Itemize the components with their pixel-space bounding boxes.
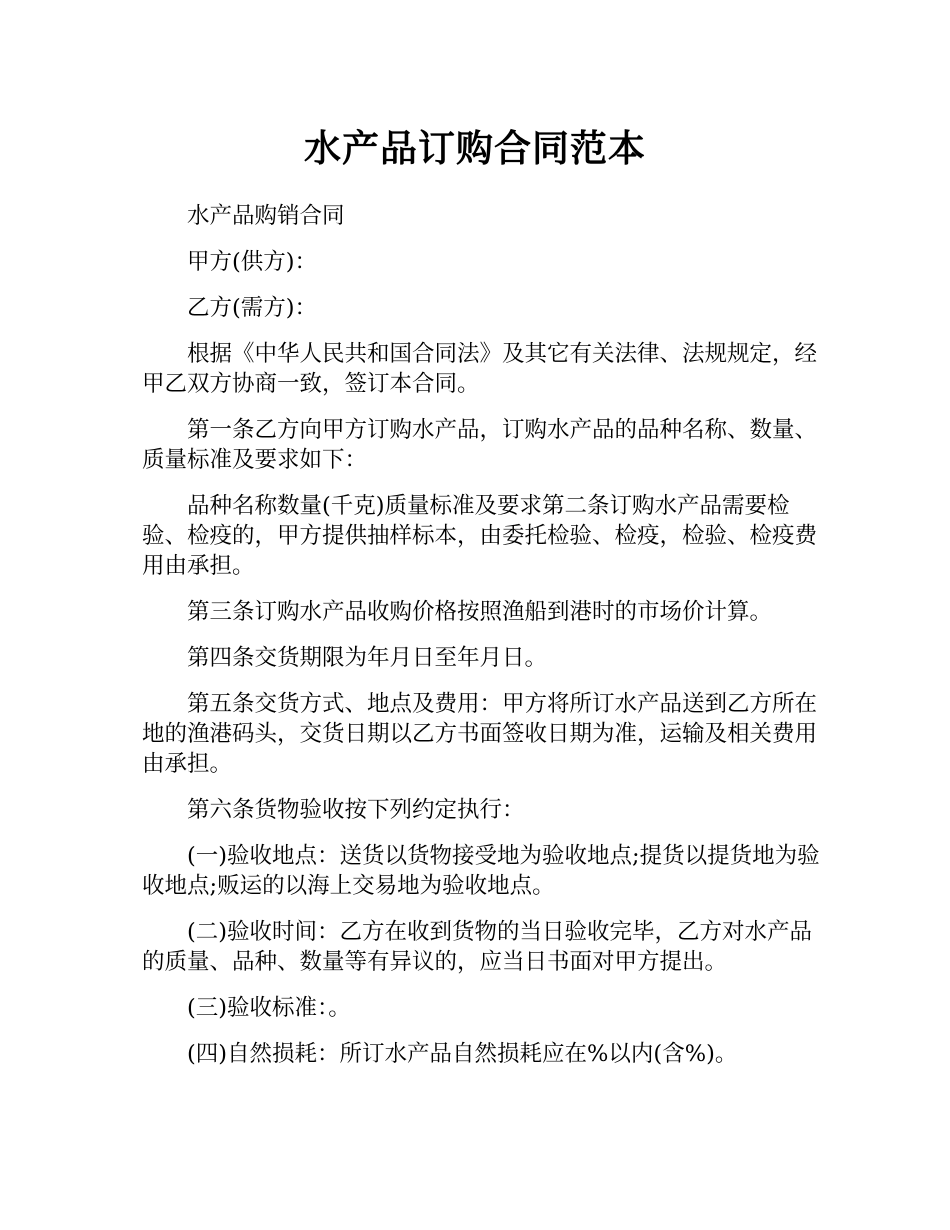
paragraph-party-b: 乙方(需方)： xyxy=(187,295,318,321)
paragraph-inspection-standard: (三)验收标准：。 xyxy=(187,995,351,1021)
paragraph-article-4: 第四条交货期限为年月日至年月日。 xyxy=(187,645,548,671)
document-title: 水产品订购合同范本 xyxy=(304,127,646,170)
paragraph-article-5: 第五条交货方式、地点及费用：甲方将所订水产品送到乙方所在地的渔港码头，交货日期以乙方书面签收日期为准，运输及相关费用由承担。 xyxy=(142,691,818,777)
paragraph-article-6: 第六条货物验收按下列约定执行： xyxy=(187,797,525,823)
paragraph-contract-heading: 水产品购销合同 xyxy=(187,203,345,229)
paragraph-inspection-place: (一)验收地点：送货以货物接受地为验收地点;提货以提货地为验收地点;贩运的以海上交易地为验收地点。 xyxy=(142,843,820,899)
paragraph-inspection-time: (二)验收时间：乙方在收到货物的当日验收完毕，乙方对水产品的质量、品种、数量等有异议的，应当日书面对甲方提出。 xyxy=(142,919,813,975)
paragraph-natural-loss: (四)自然损耗：所订水产品自然损耗应在%以内(含%)。 xyxy=(187,1041,738,1067)
paragraph-article-3: 第三条订购水产品收购价格按照渔船到港时的市场价计算。 xyxy=(187,599,773,625)
document-body xyxy=(142,201,827,1085)
paragraph-preamble: 根据《中华人民共和国合同法》及其它有关法律、法规规定，经甲乙双方协商一致，签订本合同。 xyxy=(142,341,818,397)
paragraph-article-1: 第一条乙方向甲方订购水产品，订购水产品的品种名称、数量、质量标准及要求如下： xyxy=(142,417,818,473)
paragraph-article-2: 品种名称数量(千克)质量标准及要求第二条订购水产品需要检验、检疫的，甲方提供抽样标本，由委托检验、检疫，检验、检疫费用由承担。 xyxy=(142,493,818,579)
paragraph-party-a: 甲方(供方)： xyxy=(187,249,318,275)
